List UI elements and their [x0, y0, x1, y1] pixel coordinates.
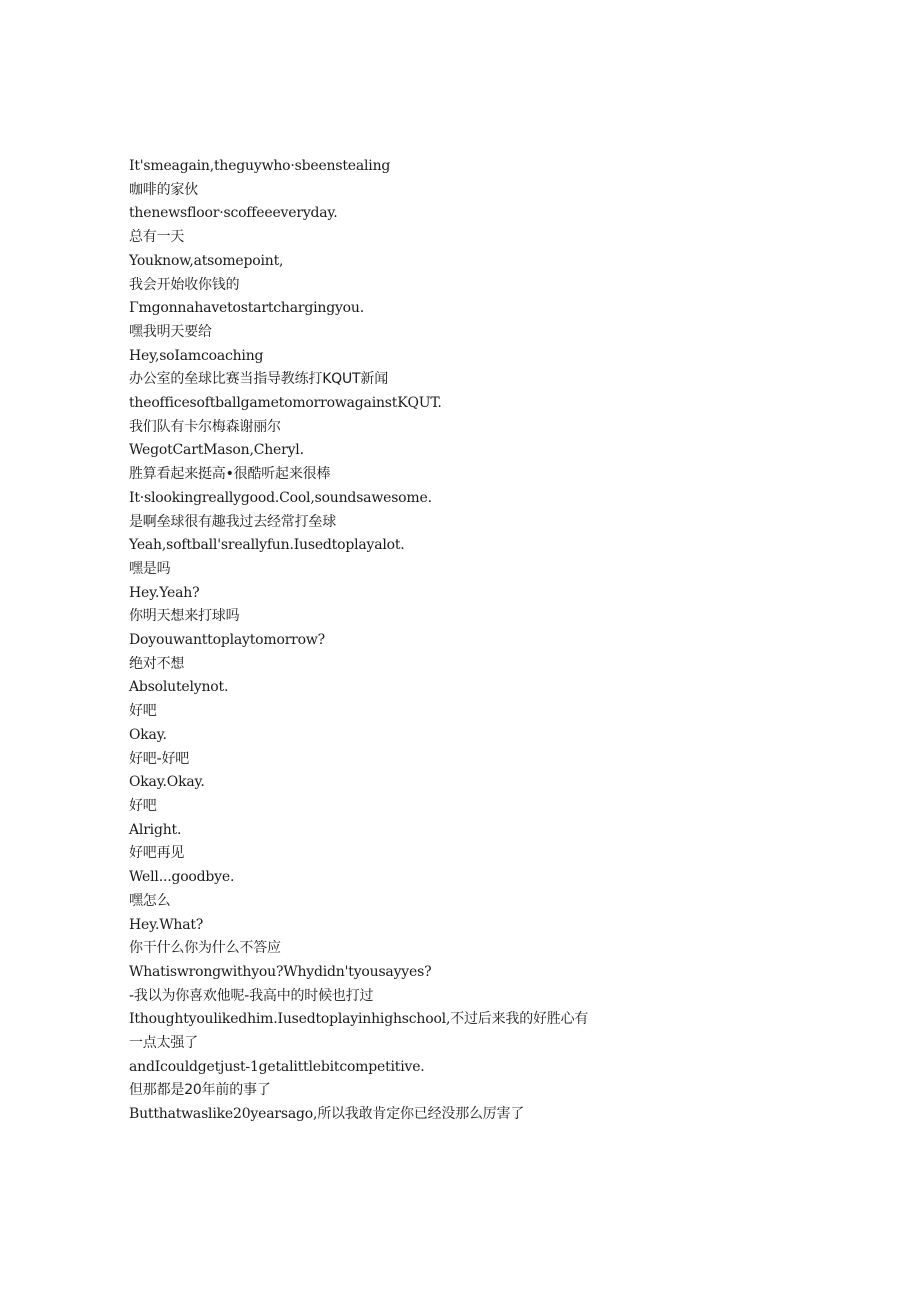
subtitle-line-english: It·slookingreallygood.Cool,soundsawesome. [129, 489, 432, 506]
subtitle-line-chinese: 我会开始收你钱的 [129, 276, 240, 293]
subtitle-line-english: WegotCartMason,Cheryl. [129, 442, 304, 459]
subtitle-line-chinese: 是啊垒球很有趣我过去经常打垒球 [129, 513, 336, 530]
subtitle-line-chinese: 好吧 [129, 703, 157, 720]
subtitle-line-english: Γmgonnahavetostartchargingyou. [129, 300, 364, 317]
subtitle-line-chinese: 总有一天 [129, 229, 185, 246]
subtitle-line-english: Well...goodbye. [129, 869, 235, 886]
subtitle-line-chinese: 好吧 [129, 797, 157, 814]
subtitle-line-english: Hey.What? [129, 916, 204, 933]
subtitle-line-chinese: 咖啡的家伙 [129, 181, 198, 198]
subtitle-line-chinese: 嘿怎么 [129, 892, 171, 909]
subtitle-line-english: Hey,soIamcoaching [129, 347, 264, 364]
subtitle-line-english: Okay. [129, 726, 167, 743]
subtitle-line-chinese: 嘿是吗 [129, 560, 171, 577]
subtitle-line-english: Ithoughtyoulikedhim.Iusedtoplayinhighschool,不过后来我的好胜心有 [129, 1011, 589, 1028]
subtitle-line-english: Youknow,atsomepoint, [129, 252, 284, 269]
subtitle-line-english: It'smeagain,theguywho·sbeenstealing [129, 158, 391, 174]
subtitle-line-english: Yeah,softball'sreallyfun.Iusedtoplayalot. [129, 537, 405, 554]
subtitle-line-english: Whatiswrongwithyou?Whydidn'tyousayyes? [129, 963, 432, 980]
subtitle-line-english: Doyouwanttoplaytomorrow? [129, 632, 325, 649]
subtitle-line-chinese: -我以为你喜欢他呢-我高中的时候也打过 [129, 987, 374, 1004]
subtitle-line-english: Alright. [129, 821, 182, 838]
subtitle-line-english: Hey.Yeah? [129, 584, 200, 601]
subtitle-line-chinese: 好吧-好吧 [129, 750, 190, 767]
subtitle-line-chinese: 一点太强了 [129, 1035, 198, 1052]
subtitle-line-chinese: 好吧再见 [129, 845, 185, 862]
subtitle-line-english: andIcouldgetjust-1getalittlebitcompetitive. [129, 1058, 425, 1075]
subtitle-line-english: theofficesoftballgametomorrowagainstKQUT. [129, 395, 442, 412]
subtitle-line-chinese: 我们队有卡尔梅森谢丽尔 [129, 418, 281, 435]
subtitle-line-chinese: 绝对不想 [129, 655, 185, 672]
subtitle-line-chinese: 嘿我明天要给 [129, 323, 212, 340]
subtitle-line-english: Absolutelynot. [129, 679, 229, 696]
subtitle-line-english: thenewsfloor·scoffeeeveryday. [129, 205, 338, 222]
subtitle-line-chinese: 你干什么你为什么不答应 [129, 940, 281, 957]
subtitle-line-chinese: 但那都是20年前的事了 [129, 1082, 271, 1099]
subtitle-line-english: Butthatwaslike20yearsago,所以我敢肯定你已经没那么厉害了 [129, 1106, 525, 1123]
subtitle-line-english: Okay.Okay. [129, 774, 205, 791]
subtitle-line-chinese: 办公室的垒球比赛当指导教练打KQUT新闻 [129, 371, 388, 388]
subtitle-line-chinese: 胜算看起来挺高•很酷听起来很棒 [129, 466, 331, 483]
subtitle-line-chinese: 你明天想来打球吗 [129, 608, 240, 625]
subtitle-transcript [129, 155, 829, 1127]
